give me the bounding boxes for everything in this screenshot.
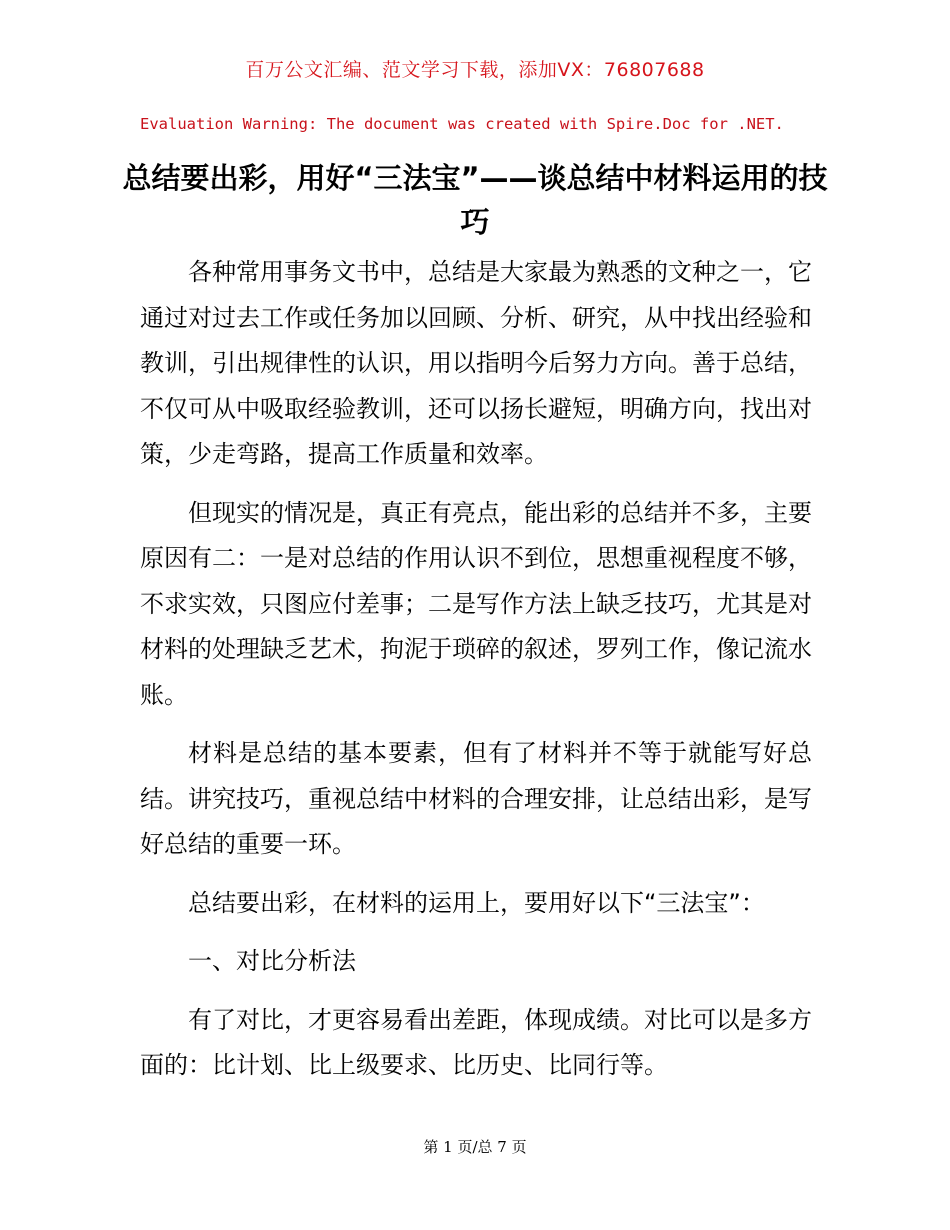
header-banner: 百万公文汇编、范文学习下载，添加VX：76807688: [245, 59, 705, 81]
paragraph-intro: 各种常用事务文书中，总结是大家最为熟悉的文种之一，它通过对过去工作或任务加以回顾、分析、研究，从中找出经验和教训，引出规律性的认识，用以指明今后努力方向。善于总结，不仅可从中吸取经验教训，还可以扬长避短，明确方向，找出对策，少走弯路，提高工作质量和效率。: [140, 258, 812, 468]
evaluation-warning: Evaluation Warning: The document was created with Spire.Doc for .NET.: [140, 115, 784, 133]
page-footer: 第 1 页/总 7 页: [423, 1138, 527, 1156]
paragraph-comparison: 有了对比，才更容易看出差距，体现成绩。对比可以是多方面的：比计划、比上级要求、比历史、比同行等。: [140, 1005, 812, 1079]
document-body: [140, 250, 812, 1102]
paragraph-three-methods: 总结要出彩，在材料的运用上，要用好以下“三法宝”：: [188, 888, 765, 917]
paragraph-materials: 材料是总结的基本要素，但有了材料并不等于就能写好总结。讲究技巧，重视总结中材料的合理安排，让总结出彩，是写好总结的重要一环。: [140, 739, 812, 858]
section-heading-comparison: 一、对比分析法: [188, 947, 356, 975]
document-title: 总结要出彩，用好“三法宝”——谈总结中材料运用的技巧: [122, 161, 828, 239]
paragraph-problems: 但现实的情况是，真正有亮点，能出彩的总结并不多，主要原因有二：一是对总结的作用认识不到位，思想重视程度不够，不求实效，只图应付差事；二是写作方法上缺乏技巧，尤其是对材料的处理缺乏艺术，拘泥于琐碎的叙述，罗列工作，像记流水账。: [140, 498, 812, 709]
